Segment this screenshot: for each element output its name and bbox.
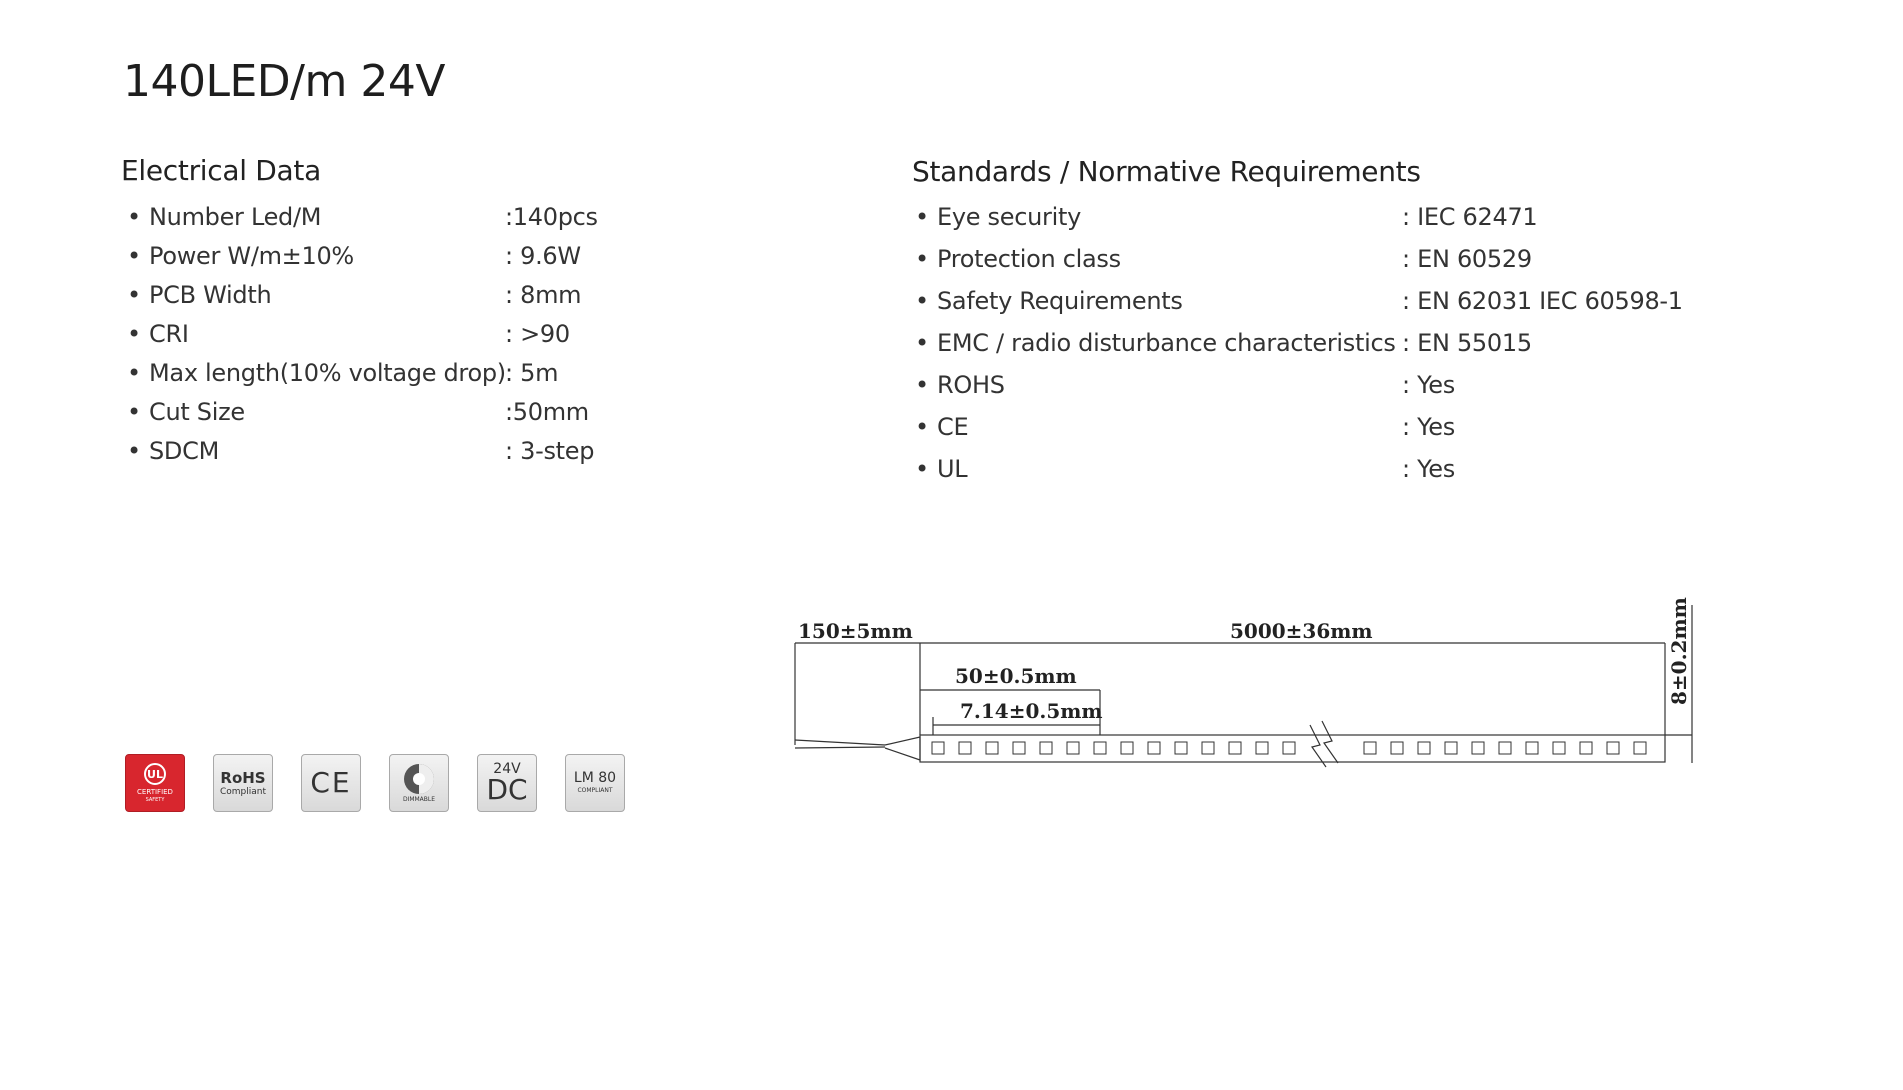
led-chip (1634, 742, 1646, 754)
rohs-sub: Compliant (219, 787, 267, 797)
bullet-icon: • (127, 281, 141, 309)
standard-label: ROHS (937, 371, 1005, 399)
led-chip (1202, 742, 1214, 754)
led-chip (1445, 742, 1457, 754)
standard-label: Eye security (937, 203, 1081, 231)
led-chip (1418, 742, 1430, 754)
bullet-icon: • (915, 413, 929, 441)
led-chip (1526, 742, 1538, 754)
standard-value: : EN 55015 (1402, 329, 1532, 357)
led-chip (1094, 742, 1106, 754)
dimmable-dial-icon (402, 762, 436, 796)
electrical-spec-value: : 8mm (505, 281, 582, 309)
standards-heading: Standards / Normative Requirements (912, 155, 1421, 188)
led-chip (986, 742, 998, 754)
standard-value: : Yes (1402, 371, 1455, 399)
lead-wire-line (795, 747, 885, 748)
standard-value: : IEC 62471 (1402, 203, 1538, 231)
electrical-spec-label: Power W/m±10% (149, 242, 354, 270)
led-chip (932, 742, 944, 754)
certification-badges (125, 754, 625, 812)
ul-logo-mark: UL (144, 763, 166, 785)
electrical-spec-label: PCB Width (149, 281, 272, 309)
led-chip (1472, 742, 1484, 754)
bullet-icon: • (127, 398, 141, 426)
led-chip (1364, 742, 1376, 754)
electrical-spec-value: :50mm (505, 398, 589, 426)
rohs-compliant-icon (213, 754, 273, 812)
bullet-icon: • (915, 203, 929, 231)
lm80-mark: LM 80 (573, 770, 617, 786)
electrical-spec-label: Cut Size (149, 398, 245, 426)
standard-label: Protection class (937, 245, 1121, 273)
bullet-icon: • (915, 245, 929, 273)
bullet-icon: • (915, 287, 929, 315)
led-chip (1391, 742, 1403, 754)
bullet-icon: • (127, 437, 141, 465)
electrical-spec-value: : 9.6W (505, 242, 581, 270)
bullet-icon: • (915, 455, 929, 483)
bullet-icon: • (915, 371, 929, 399)
dc-voltage: 24V (493, 761, 521, 777)
led-chip (1067, 742, 1079, 754)
page-title: 140LED/m 24V (123, 56, 445, 107)
led-chip (1283, 742, 1295, 754)
led-chip (1175, 742, 1187, 754)
lm80-compliant-icon (565, 754, 625, 812)
ul-certified-text: CERTIFIED (137, 788, 173, 796)
electrical-spec-value: : >90 (505, 320, 570, 348)
led-chip (1580, 742, 1592, 754)
led-chip-group (932, 742, 1646, 754)
electrical-spec-label: Number Led/M (149, 203, 322, 231)
bullet-icon: • (127, 359, 141, 387)
standard-value: : EN 62031 IEC 60598-1 (1402, 287, 1683, 315)
24v-dc-icon (477, 754, 537, 812)
led-chip (1121, 742, 1133, 754)
electrical-spec-value: :140pcs (505, 203, 598, 231)
led-chip (1040, 742, 1052, 754)
led-chip (1148, 742, 1160, 754)
led-chip (1553, 742, 1565, 754)
standard-label: CE (937, 413, 969, 441)
lm80-sub: COMPLIANT (577, 787, 613, 794)
break-mark-line (1322, 721, 1338, 763)
standard-label: EMC / radio disturbance characteristics (937, 329, 1396, 357)
electrical-spec-label: SDCM (149, 437, 219, 465)
bullet-icon: • (915, 329, 929, 357)
led-chip (1607, 742, 1619, 754)
standard-label: UL (937, 455, 968, 483)
lead-wire-connector (885, 737, 920, 760)
ce-mark: CE (310, 766, 352, 799)
ul-safety-text: SAFETY (145, 797, 165, 803)
pitch-label: 7.14±0.5mm (960, 699, 1103, 723)
break-mark-line (1310, 725, 1326, 767)
led-strip-dimension-drawing (790, 595, 1710, 795)
lead-length-label: 150±5mm (798, 619, 913, 643)
bullet-icon: • (127, 242, 141, 270)
bullet-icon: • (127, 320, 141, 348)
led-chip (1229, 742, 1241, 754)
standard-value: : Yes (1402, 455, 1455, 483)
dimmable-text: DIMMABLE (402, 796, 436, 803)
electrical-spec-value: : 5m (505, 359, 559, 387)
standard-value: : EN 60529 (1402, 245, 1532, 273)
cut-length-label: 50±0.5mm (955, 664, 1077, 688)
standard-label: Safety Requirements (937, 287, 1183, 315)
electrical-spec-label: CRI (149, 320, 189, 348)
dc-mark: DC (486, 773, 528, 806)
led-chip (1499, 742, 1511, 754)
led-chip (959, 742, 971, 754)
electrical-spec-value: : 3-step (505, 437, 595, 465)
led-chip (1013, 742, 1025, 754)
electrical-spec-label: Max length(10% voltage drop) (149, 359, 506, 387)
bullet-icon: • (127, 203, 141, 231)
lead-wire-line (795, 740, 885, 745)
total-length-label: 5000±36mm (1230, 619, 1373, 643)
led-chip (1256, 742, 1268, 754)
standard-value: : Yes (1402, 413, 1455, 441)
width-label: 8±0.2mm (1667, 597, 1691, 705)
dimmable-icon (389, 754, 449, 812)
ul-certified-icon (125, 754, 185, 812)
electrical-data-heading: Electrical Data (121, 154, 321, 187)
ce-mark-icon (301, 754, 361, 812)
rohs-mark: RoHS (220, 769, 266, 787)
